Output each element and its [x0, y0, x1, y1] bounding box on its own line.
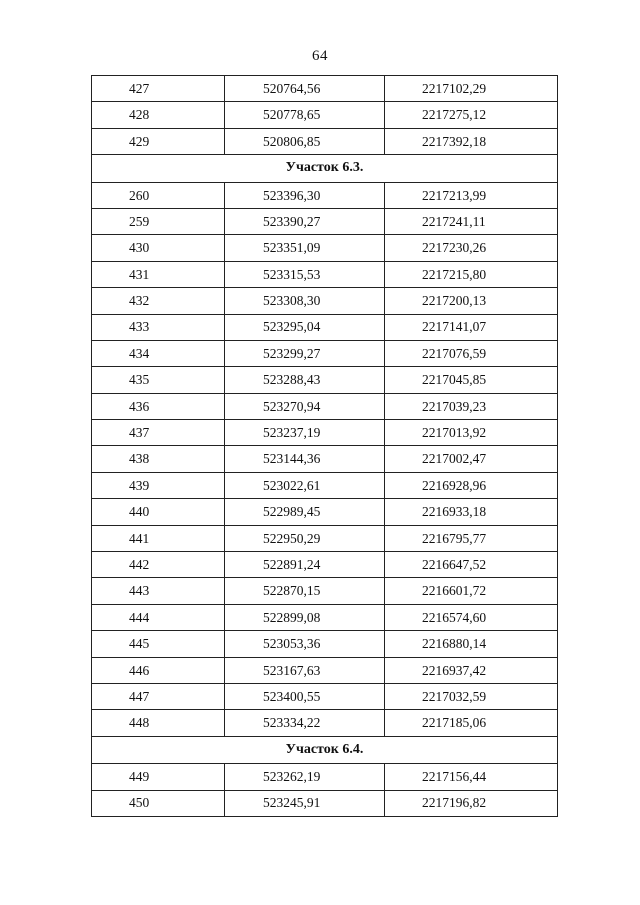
x-coordinate-cell: 523390,27: [225, 208, 385, 234]
x-coordinate-cell: 523245,91: [225, 790, 385, 816]
y-coordinate-cell: 2217392,18: [385, 128, 558, 154]
x-coordinate-cell: 523295,04: [225, 314, 385, 340]
point-number-cell: 447: [92, 683, 225, 709]
table-row: [92, 261, 558, 287]
x-coordinate-cell: 523308,30: [225, 288, 385, 314]
table-row: [92, 393, 558, 419]
x-coordinate-cell: 522950,29: [225, 525, 385, 551]
coordinates-table-body: [92, 76, 558, 817]
table-row: [92, 288, 558, 314]
page-number: 64: [312, 48, 328, 64]
x-coordinate-cell: 520778,65: [225, 102, 385, 128]
table-row: [92, 631, 558, 657]
table-row: [92, 790, 558, 816]
y-coordinate-cell: 2216601,72: [385, 578, 558, 604]
table-row: [92, 182, 558, 208]
point-number-cell: 438: [92, 446, 225, 472]
table-row: [92, 420, 558, 446]
point-number-cell: 260: [92, 182, 225, 208]
section-heading: Участок 6.3.: [92, 155, 558, 182]
y-coordinate-cell: 2216933,18: [385, 499, 558, 525]
x-coordinate-cell: 523299,27: [225, 340, 385, 366]
coordinates-table: [91, 75, 558, 817]
table-row: [92, 208, 558, 234]
table-row: [92, 525, 558, 551]
table-row: [92, 235, 558, 261]
x-coordinate-cell: 523053,36: [225, 631, 385, 657]
table-row: [92, 764, 558, 790]
y-coordinate-cell: 2216574,60: [385, 604, 558, 630]
table-row: [92, 710, 558, 736]
x-coordinate-cell: 523315,53: [225, 261, 385, 287]
y-coordinate-cell: 2217185,06: [385, 710, 558, 736]
x-coordinate-cell: 523270,94: [225, 393, 385, 419]
table-row: [92, 76, 558, 102]
point-number-cell: 444: [92, 604, 225, 630]
point-number-cell: 446: [92, 657, 225, 683]
x-coordinate-cell: 523237,19: [225, 420, 385, 446]
y-coordinate-cell: 2217200,13: [385, 288, 558, 314]
y-coordinate-cell: 2217039,23: [385, 393, 558, 419]
x-coordinate-cell: 523351,09: [225, 235, 385, 261]
point-number-cell: 431: [92, 261, 225, 287]
x-coordinate-cell: 523288,43: [225, 367, 385, 393]
y-coordinate-cell: 2217156,44: [385, 764, 558, 790]
x-coordinate-cell: 523144,36: [225, 446, 385, 472]
table-row: [92, 340, 558, 366]
y-coordinate-cell: 2216937,42: [385, 657, 558, 683]
point-number-cell: 441: [92, 525, 225, 551]
x-coordinate-cell: 520806,85: [225, 128, 385, 154]
point-number-cell: 436: [92, 393, 225, 419]
point-number-cell: 449: [92, 764, 225, 790]
point-number-cell: 429: [92, 128, 225, 154]
table-row: [92, 604, 558, 630]
y-coordinate-cell: 2217275,12: [385, 102, 558, 128]
table-row: [92, 657, 558, 683]
y-coordinate-cell: 2216880,14: [385, 631, 558, 657]
x-coordinate-cell: 522899,08: [225, 604, 385, 630]
x-coordinate-cell: 523400,55: [225, 683, 385, 709]
y-coordinate-cell: 2216795,77: [385, 525, 558, 551]
y-coordinate-cell: 2217102,29: [385, 76, 558, 102]
point-number-cell: 430: [92, 235, 225, 261]
x-coordinate-cell: 520764,56: [225, 76, 385, 102]
section-heading-row: [92, 155, 558, 182]
x-coordinate-cell: 523334,22: [225, 710, 385, 736]
x-coordinate-cell: 523396,30: [225, 182, 385, 208]
point-number-cell: 440: [92, 499, 225, 525]
table-row: [92, 472, 558, 498]
point-number-cell: 434: [92, 340, 225, 366]
table-row: [92, 552, 558, 578]
x-coordinate-cell: 523262,19: [225, 764, 385, 790]
section-heading-row: [92, 736, 558, 763]
table-row: [92, 367, 558, 393]
point-number-cell: 445: [92, 631, 225, 657]
y-coordinate-cell: 2217002,47: [385, 446, 558, 472]
point-number-cell: 443: [92, 578, 225, 604]
y-coordinate-cell: 2217213,99: [385, 182, 558, 208]
y-coordinate-cell: 2217045,85: [385, 367, 558, 393]
y-coordinate-cell: 2217076,59: [385, 340, 558, 366]
table-row: [92, 128, 558, 154]
y-coordinate-cell: 2217230,26: [385, 235, 558, 261]
table-row: [92, 314, 558, 340]
table-row: [92, 578, 558, 604]
section-heading: Участок 6.4.: [92, 736, 558, 763]
y-coordinate-cell: 2217215,80: [385, 261, 558, 287]
y-coordinate-cell: 2217241,11: [385, 208, 558, 234]
table-row: [92, 499, 558, 525]
point-number-cell: 433: [92, 314, 225, 340]
y-coordinate-cell: 2217013,92: [385, 420, 558, 446]
point-number-cell: 448: [92, 710, 225, 736]
table-row: [92, 446, 558, 472]
x-coordinate-cell: 522989,45: [225, 499, 385, 525]
point-number-cell: 450: [92, 790, 225, 816]
x-coordinate-cell: 523167,63: [225, 657, 385, 683]
table-row: [92, 102, 558, 128]
x-coordinate-cell: 522870,15: [225, 578, 385, 604]
point-number-cell: 435: [92, 367, 225, 393]
point-number-cell: 437: [92, 420, 225, 446]
point-number-cell: 428: [92, 102, 225, 128]
point-number-cell: 439: [92, 472, 225, 498]
y-coordinate-cell: 2217196,82: [385, 790, 558, 816]
point-number-cell: 432: [92, 288, 225, 314]
x-coordinate-cell: 523022,61: [225, 472, 385, 498]
y-coordinate-cell: 2216647,52: [385, 552, 558, 578]
y-coordinate-cell: 2216928,96: [385, 472, 558, 498]
point-number-cell: 259: [92, 208, 225, 234]
y-coordinate-cell: 2217141,07: [385, 314, 558, 340]
point-number-cell: 427: [92, 76, 225, 102]
point-number-cell: 442: [92, 552, 225, 578]
y-coordinate-cell: 2217032,59: [385, 683, 558, 709]
x-coordinate-cell: 522891,24: [225, 552, 385, 578]
table-row: [92, 683, 558, 709]
